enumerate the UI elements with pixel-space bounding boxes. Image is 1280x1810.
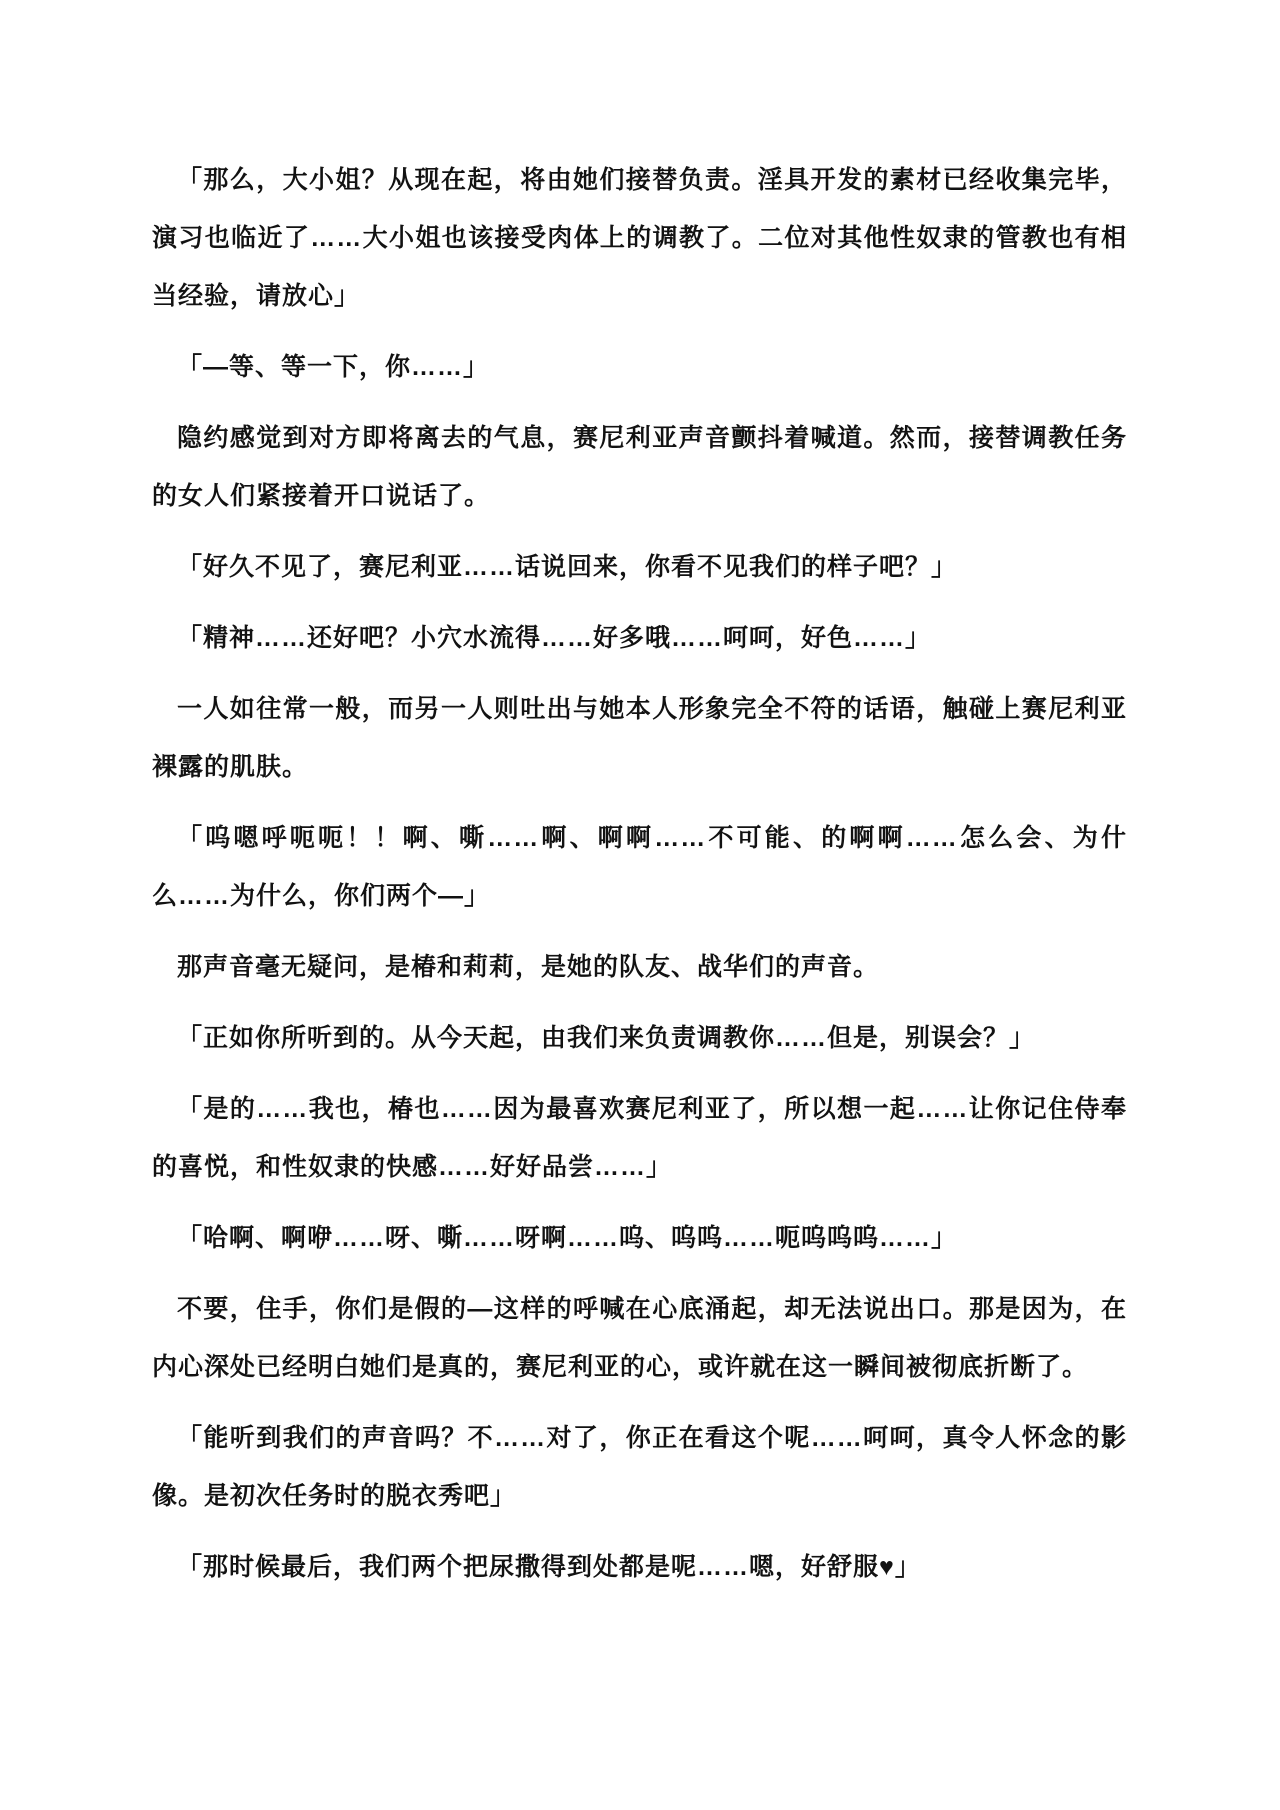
paragraph: 「那么，大小姐？从现在起，将由她们接替负责。淫具开发的素材已经收集完毕，演习也临近了……大小姐也该接受肉体上的调教了。二位对其他性奴隶的管教也有相当经验，请放心」 bbox=[152, 166, 1127, 310]
paragraph: 那声音毫无疑问，是椿和莉莉，是她的队友、战华们的声音。 bbox=[177, 953, 880, 981]
paragraph: 「正如你所听到的。从今天起，由我们来负责调教你……但是，别误会？」 bbox=[177, 1024, 1036, 1052]
paragraph: 「是的……我也，椿也……因为最喜欢赛尼利亚了，所以想一起……让你记住侍奉的喜悦，和性奴隶的快感……好好品尝……」 bbox=[152, 1095, 1127, 1181]
paragraph: 隐约感觉到对方即将离去的气息，赛尼利亚声音颤抖着喊道。然而，接替调教任务的女人们紧接着开口说话了。 bbox=[152, 424, 1127, 510]
paragraph: 不要，住手，你们是假的—这样的呼喊在心底涌起，却无法说出口。那是因为，在内心深处已经明白她们是真的，赛尼利亚的心，或许就在这一瞬间被彻底折断了。 bbox=[152, 1295, 1127, 1381]
paragraph: 一人如往常一般，而另一人则吐出与她本人形象完全不符的话语，触碰上赛尼利亚裸露的肌肤。 bbox=[152, 695, 1127, 781]
paragraph: 「精神……还好吧？小穴水流得……好多哦……呵呵，好色……」 bbox=[177, 624, 932, 652]
paragraph: 「好久不见了，赛尼利亚……话说回来，你看不见我们的样子吧？」 bbox=[177, 553, 958, 581]
paragraph: 「能听到我们的声音吗？不……对了，你正在看这个呢……呵呵，真令人怀念的影像。是初次任务时的脱衣秀吧」 bbox=[152, 1424, 1127, 1510]
paragraph: 「—等、等一下，你……」 bbox=[177, 353, 490, 381]
paragraph: 「那时候最后，我们两个把尿撒得到处都是呢……嗯，好舒服♥」 bbox=[177, 1553, 921, 1581]
paragraph: 「哈啊、啊咿……呀、嘶……呀啊……呜、呜呜……呃呜呜呜……」 bbox=[177, 1224, 958, 1252]
paragraph: 「呜嗯呼呃呃！！啊、嘶……啊、啊啊……不可能、的啊啊……怎么会、为什么……为什么，你们两个—」 bbox=[152, 824, 1127, 910]
